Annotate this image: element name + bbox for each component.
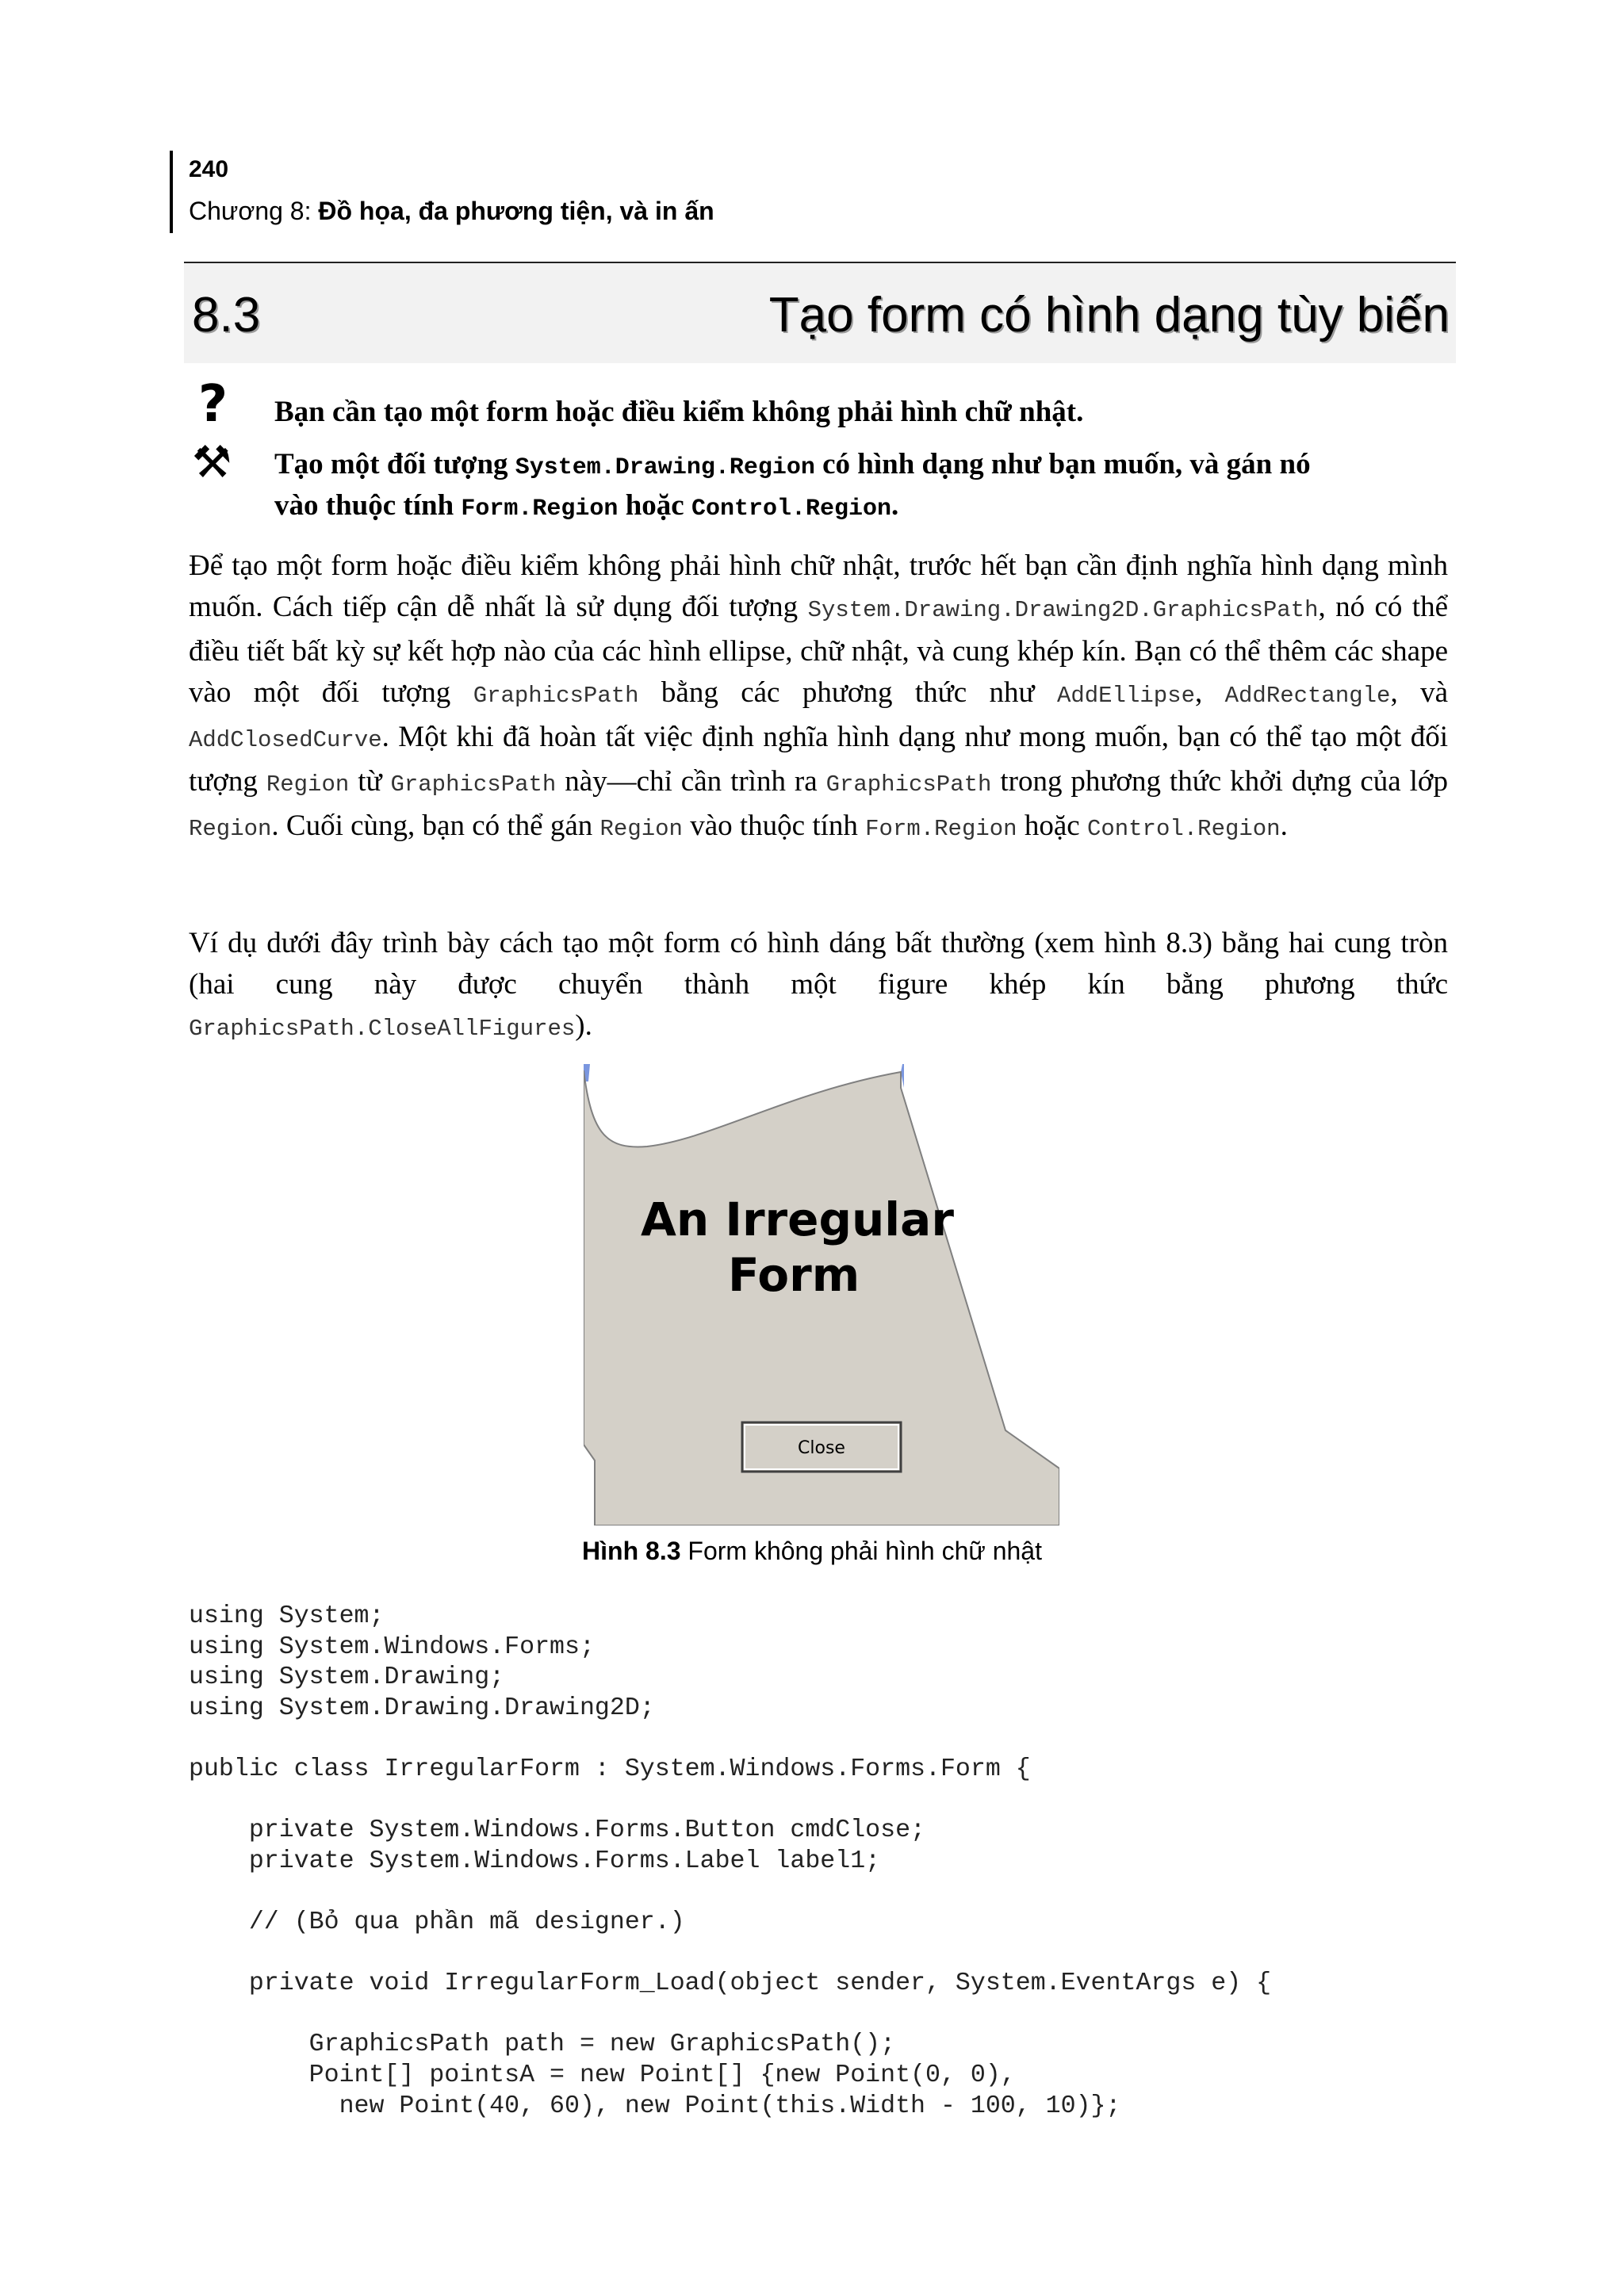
chapter-heading bbox=[189, 195, 714, 227]
code-listing: using System; using System.Windows.Forms; using System.Drawing; using System.Drawing.Drawing2D; public class IrregularForm : System.Windows.Forms.Form { private System.Windows.Forms.Button cmdClose; private System.Windows.Forms.Label label1; // (Bỏ qua phần mã designer.) private void IrregularForm_Load(object sender, System.EventArgs e) { GraphicsPath path = new GraphicsPath(); Point[] pointsA = new Point[] {new Point(0, 0), new Point(40, 60), new Point(this.Width - 100, 10)}; bbox=[189, 1602, 1272, 2120]
chapter-title: Đồ họa, đa phương tiện, và in ấn bbox=[318, 197, 714, 225]
caption-text: Form không phải hình chữ nhật bbox=[680, 1537, 1042, 1565]
code-term: Control.Region bbox=[691, 496, 891, 523]
solution-line-2: vào thuộc tính Form.Region hoặc Control.Region. bbox=[274, 489, 899, 523]
page-number: 240 bbox=[189, 156, 229, 182]
close-button-label: Close bbox=[798, 1438, 845, 1458]
problem-statement: Bạn cần tạo một form hoặc điều kiểm không phải hình chữ nhật. bbox=[274, 396, 1084, 428]
code-term: Form.Region bbox=[461, 496, 619, 523]
tools-icon: ⚒ bbox=[192, 437, 232, 488]
form-label-line-2: Form bbox=[728, 1248, 860, 1302]
section-heading bbox=[184, 262, 1456, 363]
section-number: 8.3 bbox=[192, 288, 261, 343]
figure-caption bbox=[0, 1535, 1624, 1567]
paragraph-2: Ví dụ dưới đây trình bày cách tạo một form có hình dáng bất thường (xem hình 8.3) bằng hai cung tròn (hai cung này được chuyển thành một figure khép kín bằng phương thức GraphicsPath.CloseAllFigures). bbox=[189, 927, 1448, 1042]
code-term: System.Drawing.Region bbox=[515, 454, 815, 481]
question-icon: ? bbox=[198, 375, 228, 434]
section-title: Tạo form có hình dạng tùy biến bbox=[768, 288, 1450, 343]
solution-line-1: Tạo một đối tượng System.Drawing.Region có hình dạng như bạn muốn, và gán nó bbox=[274, 448, 1311, 481]
irregular-form-figure bbox=[584, 1064, 1059, 1525]
caption-label: Hình 8.3 bbox=[582, 1537, 681, 1565]
header-rule bbox=[170, 151, 173, 233]
form-label-line-1: An Irregular bbox=[641, 1192, 954, 1246]
paragraph-1: Để tạo một form hoặc điều kiểm không phải hình chữ nhật, trước hết bạn cần định nghĩa hình dạng mình muốn. Cách tiếp cận dễ nhất là sử dụng đối tượng System.Drawing.Drawing2D.GraphicsPath, nó có thể điều tiết bất kỳ sự kết hợp nào của các hình ellipse, chữ nhật, và cung khép kín. Bạn có thể thêm các shape vào một đối tượng GraphicsPath bằng các phương thức như AddEllipse, AddRectangle, và AddClosedCurve. Một khi đã hoàn tất việc định nghĩa hình dạng như mong muốn, bạn có thể tạo một đối tượng Region từ GraphicsPath này—chỉ cần trình ra GraphicsPath trong phương thức khởi dựng của lớp Region. Cuối cùng, bạn có thể gán Region vào thuộc tính Form.Region hoặc Control.Region. bbox=[189, 549, 1449, 842]
chapter-prefix: Chương 8: bbox=[189, 197, 319, 225]
